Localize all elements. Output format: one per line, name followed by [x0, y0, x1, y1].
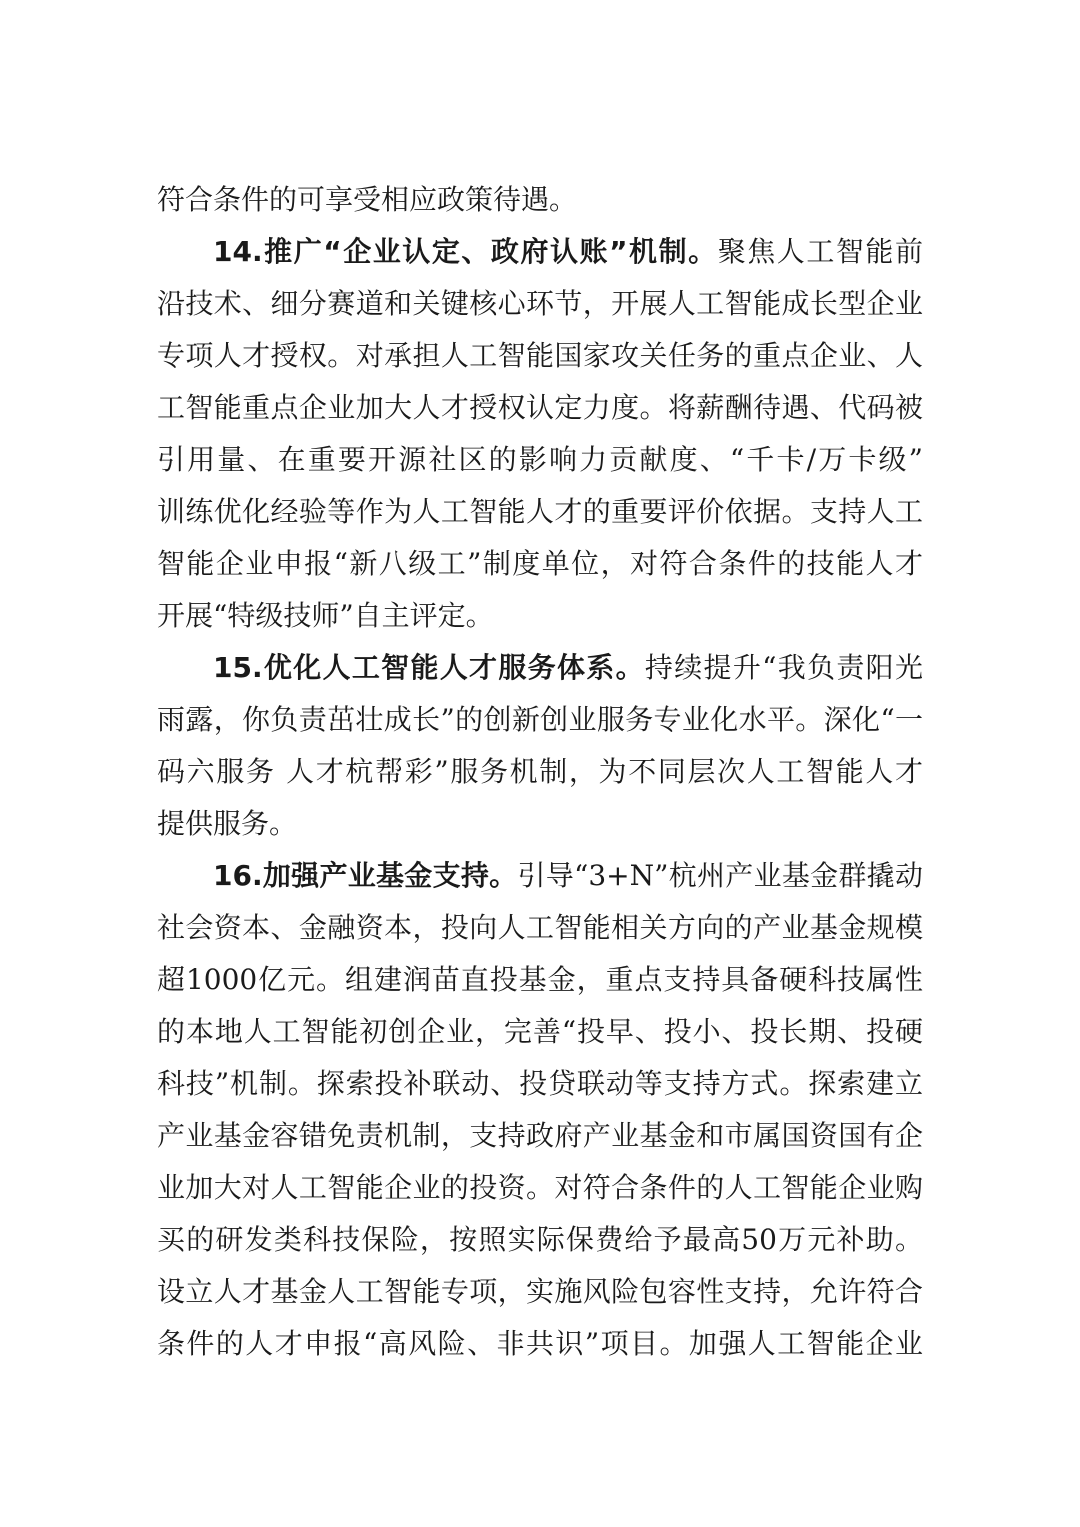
item-14-line-8: 开展“特级技师”自主评定。	[157, 599, 494, 632]
item-14-line-2: 沿技术、细分赛道和关键核心环节，开展人工智能成长型企业	[157, 287, 923, 320]
item-14-heading: 14.推广“企业认定、政府认账”机制。	[213, 235, 718, 268]
item-15-line-4: 提供服务。	[157, 807, 298, 840]
item-14-line-3: 专项人才授权。对承担人工智能国家攻关任务的重点企业、人	[157, 339, 923, 372]
item-16-line-6: 产业基金容错免责机制，支持政府产业基金和市属国资国有企	[157, 1119, 923, 1152]
item-16-line-3: 超1000亿元。组建润苗直投基金，重点支持具备硬科技属性	[157, 963, 923, 996]
item-16-line-4: 的本地人工智能初创企业，完善“投早、投小、投长期、投硬	[157, 1015, 923, 1048]
item-14-line-6: 训练优化经验等作为人工智能人才的重要评价依据。支持人工	[157, 495, 923, 528]
item-14-line-5: 引用量、在重要开源社区的影响力贡献度、“千卡/万卡级”	[157, 443, 923, 476]
item-16-line-8: 买的研发类科技保险，按照实际保费给予最高50万元补助。	[157, 1223, 923, 1256]
item-16-line-9: 设立人才基金人工智能专项，实施风险包容性支持，允许符合	[157, 1275, 923, 1308]
item-16-line-10: 条件的人才申报“高风险、非共识”项目。加强人工智能企业	[157, 1327, 923, 1360]
opening-line-1: 符合条件的可享受相应政策待遇。	[157, 183, 578, 216]
item-16-line-7: 业加大对人工智能企业的投资。对符合条件的人工智能企业购	[157, 1171, 923, 1204]
item-14-line-4: 工智能重点企业加大人才授权认定力度。将薪酬待遇、代码被	[157, 391, 923, 424]
item-15-line-1: 持续提升“我负责阳光	[644, 651, 923, 684]
item-16-first-line	[213, 850, 923, 902]
item-15-first-line	[213, 642, 923, 694]
item-15-heading: 15.优化人工智能人才服务体系。	[213, 651, 645, 684]
item-16-line-5: 科技”机制。探索投补联动、投贷联动等支持方式。探索建立	[157, 1067, 923, 1100]
item-15-line-3: 码六服务 人才杭帮彩”服务机制，为不同层次人工智能人才	[157, 755, 923, 788]
item-14-first-line	[213, 226, 923, 278]
item-16-line-2: 社会资本、金融资本，投向人工智能相关方向的产业基金规模	[157, 911, 923, 944]
item-14-line-7: 智能企业申报“新八级工”制度单位，对符合条件的技能人才	[157, 547, 923, 580]
item-16-heading: 16.加强产业基金支持。	[213, 859, 518, 892]
item-16-line-1: 引导“3+N”杭州产业基金群撬动	[517, 859, 923, 892]
item-14-line-1: 聚焦人工智能前	[717, 235, 923, 268]
item-15-line-2: 雨露，你负责茁壮成长”的创新创业服务专业化水平。深化“一	[157, 703, 923, 736]
